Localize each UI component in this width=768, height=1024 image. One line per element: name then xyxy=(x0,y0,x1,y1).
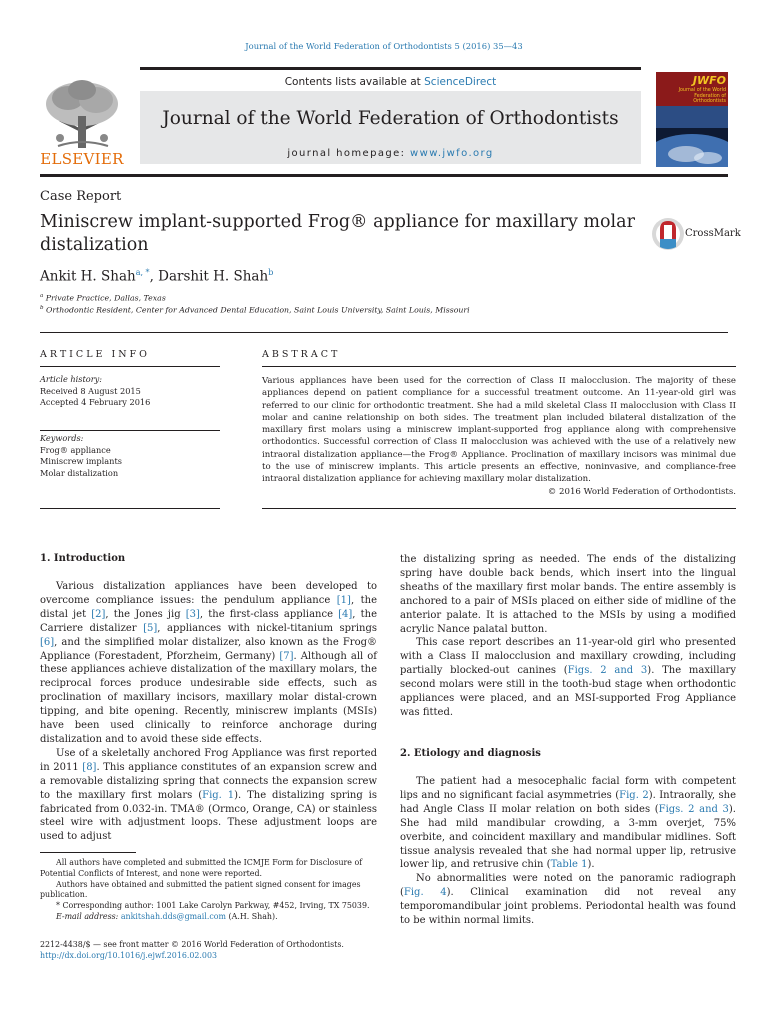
abstract-body xyxy=(262,375,736,498)
text-run: , appliances with nickel-titanium springs xyxy=(157,622,377,634)
footnote-conflicts: All authors have completed and submitted the ICMJE Form for Disclosure of Potential Conflicts of Interest, and none were reported. xyxy=(40,858,363,878)
reference-link[interactable]: [4] xyxy=(338,608,353,620)
reference-link[interactable]: [6] xyxy=(40,636,55,648)
footnote-corresponding xyxy=(40,901,377,912)
text-run: Various distalization appliances have been developed to overcome compliance issues: the pendulum appliance xyxy=(40,581,377,606)
text-run: This case report describes an 11-year-old girl who presented with a Class II malocclusion and maxillary crowding, including partially blocked-out canines ( xyxy=(400,637,736,677)
contents-line xyxy=(140,76,641,88)
reference-link[interactable]: [8] xyxy=(82,761,97,773)
intro-paragraph-1 xyxy=(40,580,377,747)
left-column-body xyxy=(40,580,377,844)
text-run: , the first-class appliance xyxy=(199,608,339,620)
author-2-affil-mark[interactable]: b xyxy=(268,268,274,277)
journal-masthead xyxy=(140,67,641,169)
abstract-top-rule xyxy=(262,366,736,367)
text-run: ). xyxy=(587,859,595,871)
text-run: , the Jones jig xyxy=(105,608,186,620)
text-run: ). The distalizing spring is fabricated from 0.032-in. TMA® (Ormco, Orange, CA) or stainless steel wire with adjustment loops. These adjustment loops are used to adjust xyxy=(40,789,377,843)
keyword-item: Miniscrew implants xyxy=(40,456,122,466)
reference-link[interactable]: Fig. 1 xyxy=(202,789,235,801)
accepted-date: Accepted 4 February 2016 xyxy=(40,397,151,407)
reference-link[interactable]: Fig. 4 xyxy=(403,887,447,899)
keywords-label: Keywords: xyxy=(40,433,84,443)
homepage-prefix: journal homepage: xyxy=(287,148,411,159)
affiliation-b-text: Orthodontic Resident, Center for Advanced Dental Education, Saint Louis University, Saint Louis, Missouri xyxy=(46,305,470,315)
text-run: Use of a skeletally anchored Frog Appliance was first reported in 2011 xyxy=(40,747,377,773)
info-bottom-rule xyxy=(40,508,220,509)
abstract-text: Various appliances have been used for the correction of Class II malocclusion. The majority of these appliances depend on patient compliance for a successful treatment outcome. An 11-year-old girl was referred to our clinic for orthodontic treatment. She had a mild skeletal Class II malocclusion with Class II molar and canine relationship on both sides. The treatment plan included bilateral distalization of the maxillary first molars using a miniscrew implant-supported frog appliance along with comprehensive orthodontics. Successful correction of Class II malocclusion was achieved with the use of a relatively new intraoral distalization appliance—the Frog® Appliance. Proclination of maxillary incisors was minimal due to the use of miniscrew implants. This article presents an effective, noninvasive, and compliance-free intraoral distalization appliance for achieving maxillary molar distalization. xyxy=(262,376,736,485)
author-list xyxy=(40,268,273,285)
text-run: . This appliance constitutes of an expansion screw and a removable distalizing spring that connects the expansion screw to the maxillary first molars ( xyxy=(40,761,377,801)
section-heading-introduction: 1. Introduction xyxy=(40,553,126,564)
text-run: ). The maxillary second molars were still in the tooth-bud stage when orthodontic appliances were placed, and an MSI-supported Frog Appliance was fitted. xyxy=(400,665,736,718)
affiliation-b xyxy=(40,305,470,315)
article-info-heading: ARTICLE INFO xyxy=(40,349,150,360)
article-type: Case Report xyxy=(40,189,122,204)
case-paragraph xyxy=(400,636,736,719)
history-divider xyxy=(40,430,220,431)
reference-link[interactable]: [7] xyxy=(279,650,294,662)
history-label: Article history: xyxy=(40,374,102,384)
email-label: E-mail address: xyxy=(56,911,121,921)
journal-cover-thumbnail[interactable] xyxy=(656,72,728,167)
sciencedirect-link[interactable]: ScienceDirect xyxy=(424,76,497,88)
text-run: ). She had mild mandibular crowding, a 3-mm overjet, 75% overbite, and coincident maxillary and mandibular midlines. Soft tissue analysis revealed that she had normal upper lip, retrusive lower lip, and retrusive chin ( xyxy=(400,803,736,871)
reference-link[interactable]: [2] xyxy=(91,608,106,620)
received-date: Received 8 August 2015 xyxy=(40,385,141,396)
cover-abbreviation: JWFO xyxy=(692,74,726,87)
footnote-email xyxy=(40,912,377,923)
reference-link[interactable]: [3] xyxy=(185,608,200,620)
reference-link[interactable]: Fig. 2 xyxy=(619,789,649,801)
elsevier-logo-text: ELSEVIER xyxy=(40,150,124,168)
doi-link[interactable]: http://dx.doi.org/10.1016/j.ejwf.2016.02.003 xyxy=(40,951,217,960)
reference-link[interactable]: [5] xyxy=(143,622,158,634)
right-column-body-top xyxy=(400,553,736,720)
keyword-item: Molar distalization xyxy=(40,467,119,478)
contents-prefix: Contents lists available at xyxy=(284,76,425,88)
footnotes xyxy=(40,858,377,923)
article-title: Miniscrew implant-supported Frog® appliance for maxillary molar distalization xyxy=(40,212,635,255)
right-column-body-bottom xyxy=(400,775,736,928)
reference-link[interactable]: [1] xyxy=(336,594,351,606)
footnote-star: * xyxy=(56,901,60,911)
abstract-heading: ABSTRACT xyxy=(262,349,341,360)
footnote-consent: Authors have obtained and submitted the patient signed consent for images publication. xyxy=(40,879,361,900)
journal-title: Journal of the World Federation of Orthodontists xyxy=(162,108,619,129)
masthead-top-rule xyxy=(140,67,641,70)
text-run: , the distal jet xyxy=(40,594,377,620)
etiology-paragraph-1 xyxy=(400,775,736,872)
issn-line: 2212-4438/$ — see front matter © 2016 World Federation of Orthodontists. xyxy=(40,940,344,949)
affiliation-a xyxy=(40,293,166,303)
title-divider xyxy=(40,332,728,333)
cover-earth-graphic xyxy=(656,120,728,167)
crossmark-icon xyxy=(651,217,685,251)
journal-citation[interactable]: Journal of the World Federation of Orthodontists 5 (2016) 35—43 xyxy=(245,41,523,51)
info-top-rule xyxy=(40,366,220,367)
cover-subtitle: Journal of the World Federation of Orthodontists xyxy=(678,88,726,104)
section-heading-etiology: 2. Etiology and diagnosis xyxy=(400,748,541,759)
email-suffix: (A.H. Shah). xyxy=(226,911,278,921)
text-run: , and the simplified molar distalizer, also known as the Frog® Appliance (Forestadent, Pforzheim, Germany) xyxy=(40,636,377,662)
text-run: The patient had a mesocephalic facial form with competent lips and no significant facial asymmetries ( xyxy=(400,776,736,801)
keyword-item: Frog® appliance xyxy=(40,444,111,455)
text-run: ). Intraorally, she had Angle Class II molar relation on both sides ( xyxy=(400,789,736,815)
etiology-paragraph-2 xyxy=(400,872,736,928)
reference-link[interactable]: Table 1 xyxy=(550,859,588,871)
continued-paragraph: the distalizing spring as needed. The ends of the distalizing spring have double back bends, which insert into the lingual sheaths of the maxillary first molar bands. The entire assembly is anchored to a pair of MSIs placed on either side of midline of the anterior palate. It is attached to the MSIs by using a modified acrylic Nance palatal button. xyxy=(400,554,736,635)
affiliation-b-mark: b xyxy=(40,305,44,311)
journal-homepage xyxy=(140,148,641,159)
reference-link[interactable]: Figs. 2 and 3 xyxy=(658,803,729,815)
keywords-block xyxy=(40,433,220,479)
header-divider xyxy=(40,174,728,177)
reference-link[interactable]: Figs. 2 and 3 xyxy=(567,665,648,677)
abstract-bottom-rule xyxy=(262,508,736,509)
affiliation-a-text: Private Practice, Dallas, Texas xyxy=(45,293,166,303)
text-run: , the Carriere distalizer xyxy=(40,608,377,634)
crossmark-label: CrossMark xyxy=(685,228,741,239)
author-1-affil-mark[interactable]: a, * xyxy=(135,268,150,277)
masthead-banner xyxy=(140,91,641,164)
article-history xyxy=(40,374,220,409)
footnote-corresponding-text: Corresponding author: 1001 Lake Carolyn Parkway, #452, Irving, TX 75039. xyxy=(62,901,370,911)
text-run: ). Clinical examination did not reveal any temporomandibular joint problems. Periodontal health was found to be within normal limits. xyxy=(400,887,736,927)
text-run: . Although all of these appliances achieve distalization of the maxillary molars, the reciprocal forces produce undesirable side effects, such as proclination of maxillary incisors, maxillary molar distal-crown tipping, and bite opening. Recently, miniscrew implants (MSIs) have been used clinically to reinforce anchorage during distalization and to avoid these side effects. xyxy=(40,650,377,745)
footnote-rule xyxy=(40,852,136,853)
homepage-link[interactable]: www.jwfo.org xyxy=(410,148,494,159)
author-1[interactable]: Ankit H. Shah xyxy=(40,268,136,285)
author-2[interactable]: Darshit H. Shah xyxy=(158,268,269,285)
text-run: No abnormalities were noted on the panoramic radiograph ( xyxy=(400,873,736,899)
affiliation-a-mark: a xyxy=(40,293,44,299)
abstract-copyright: © 2016 World Federation of Orthodontists. xyxy=(547,486,736,497)
intro-paragraph-2 xyxy=(40,747,377,844)
crossmark-badge[interactable] xyxy=(651,217,741,251)
email-link[interactable]: ankitshah.dds@gmail.com xyxy=(120,911,227,921)
author-separator: , xyxy=(149,268,159,285)
